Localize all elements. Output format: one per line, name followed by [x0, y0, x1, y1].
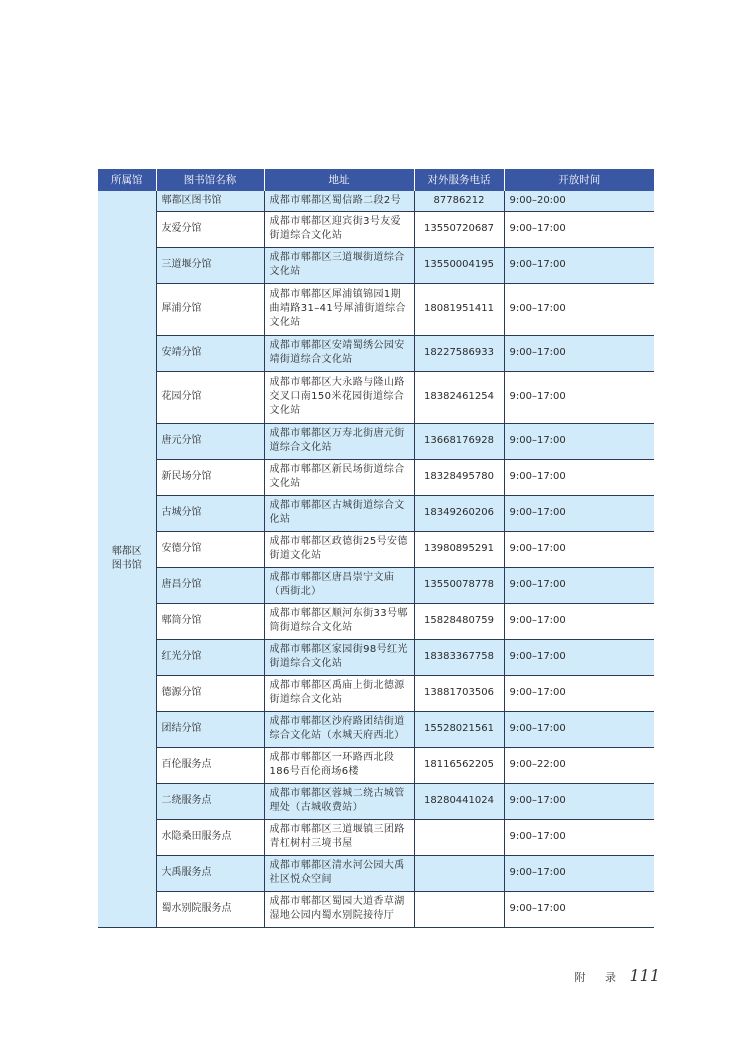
table-row [98, 247, 654, 283]
library-name-cell: 古城分馆 [156, 495, 264, 531]
phone-cell: 18349260206 [414, 495, 504, 531]
hours-cell: 9:00–20:00 [504, 191, 654, 211]
library-name-cell: 唐昌分馆 [156, 567, 264, 603]
affiliation-cell [98, 191, 156, 927]
phone-cell: 18227586933 [414, 335, 504, 371]
table-row [98, 459, 654, 495]
phone-cell: 87786212 [414, 191, 504, 211]
library-name-cell: 大禹服务点 [156, 855, 264, 891]
address-cell: 成都市郫都区新民场街道综合文化站 [264, 459, 414, 495]
phone-cell [414, 819, 504, 855]
address-cell: 成都市郫都区政德街25号安德街道文化站 [264, 531, 414, 567]
phone-cell: 13550004195 [414, 247, 504, 283]
hours-cell: 9:00–17:00 [504, 567, 654, 603]
phone-cell: 15528021561 [414, 711, 504, 747]
phone-cell: 18081951411 [414, 283, 504, 335]
affiliation-line: 图书馆 [111, 559, 142, 571]
table-row [98, 783, 654, 819]
hours-cell: 9:00–17:00 [504, 495, 654, 531]
library-name-cell: 红光分馆 [156, 639, 264, 675]
hours-cell: 9:00–22:00 [504, 747, 654, 783]
table-row [98, 211, 654, 247]
library-name-cell: 水隐桑田服务点 [156, 819, 264, 855]
hours-cell: 9:00–17:00 [504, 675, 654, 711]
table-row [98, 747, 654, 783]
hours-cell: 9:00–17:00 [504, 247, 654, 283]
hours-cell: 9:00–17:00 [504, 603, 654, 639]
library-name-cell: 新民场分馆 [156, 459, 264, 495]
address-cell: 成都市郫都区家园街98号红光街道综合文化站 [264, 639, 414, 675]
table-row [98, 639, 654, 675]
address-cell: 成都市郫都区唐昌崇宁文庙（西街北） [264, 567, 414, 603]
table-row [98, 711, 654, 747]
address-cell: 成都市郫都区古城街道综合文化站 [264, 495, 414, 531]
address-cell: 成都市郫都区蜀园大道香草湖湿地公园内蜀水别院接待厅 [264, 891, 414, 927]
phone-cell [414, 891, 504, 927]
library-name-cell: 安德分馆 [156, 531, 264, 567]
address-cell: 成都市郫都区禹庙上街北德源街道综合文化站 [264, 675, 414, 711]
library-name-cell: 德源分馆 [156, 675, 264, 711]
library-name-cell: 团结分馆 [156, 711, 264, 747]
table-row [98, 495, 654, 531]
hours-cell: 9:00–17:00 [504, 783, 654, 819]
hours-cell: 9:00–17:00 [504, 819, 654, 855]
hours-cell: 9:00–17:00 [504, 639, 654, 675]
phone-cell: 18383367758 [414, 639, 504, 675]
phone-cell: 18382461254 [414, 371, 504, 423]
library-name-cell: 三道堰分馆 [156, 247, 264, 283]
header-library-name: 图书馆名称 [156, 169, 264, 191]
hours-cell: 9:00–17:00 [504, 335, 654, 371]
table-header-row [98, 169, 654, 191]
library-name-cell: 蜀水别院服务点 [156, 891, 264, 927]
hours-cell: 9:00–17:00 [504, 855, 654, 891]
library-name-cell: 郫都区图书馆 [156, 191, 264, 211]
address-cell: 成都市郫都区三道堰镇三团路青杠树村三境书屋 [264, 819, 414, 855]
address-cell: 成都市郫都区大永路与隆山路交叉口南150米花园街道综合文化站 [264, 371, 414, 423]
library-name-cell: 友爱分馆 [156, 211, 264, 247]
phone-cell: 18280441024 [414, 783, 504, 819]
address-cell: 成都市郫都区沙府路团结街道综合文化站（水城天府西北） [264, 711, 414, 747]
address-cell: 成都市郫都区顺河东街33号郫筒街道综合文化站 [264, 603, 414, 639]
library-name-cell: 安靖分馆 [156, 335, 264, 371]
hours-cell: 9:00–17:00 [504, 459, 654, 495]
table-row [98, 283, 654, 335]
hours-cell: 9:00–17:00 [504, 371, 654, 423]
library-name-cell: 二绕服务点 [156, 783, 264, 819]
hours-cell: 9:00–17:00 [504, 211, 654, 247]
table-row [98, 675, 654, 711]
library-name-cell: 郫筒分馆 [156, 603, 264, 639]
phone-cell: 18116562205 [414, 747, 504, 783]
table-row [98, 531, 654, 567]
library-name-cell: 犀浦分馆 [156, 283, 264, 335]
phone-cell: 13550720687 [414, 211, 504, 247]
header-address: 地址 [264, 169, 414, 191]
page-number: 111 [629, 966, 660, 985]
table-row [98, 819, 654, 855]
address-cell: 成都市郫都区万寿北街唐元街道综合文化站 [264, 423, 414, 459]
address-cell: 成都市郫都区三道堰街道综合文化站 [264, 247, 414, 283]
phone-cell [414, 855, 504, 891]
phone-cell: 13980895291 [414, 531, 504, 567]
phone-cell: 13881703506 [414, 675, 504, 711]
page-footer [574, 966, 660, 985]
library-table [98, 169, 654, 928]
library-name-cell: 花园分馆 [156, 371, 264, 423]
header-phone: 对外服务电话 [414, 169, 504, 191]
table-row [98, 855, 654, 891]
hours-cell: 9:00–17:00 [504, 423, 654, 459]
address-cell: 成都市郫都区一环路西北段186号百伦商场6楼 [264, 747, 414, 783]
table-row [98, 567, 654, 603]
hours-cell: 9:00–17:00 [504, 283, 654, 335]
table-row [98, 335, 654, 371]
address-cell: 成都市郫都区安靖蜀绣公园安靖街道综合文化站 [264, 335, 414, 371]
table-row [98, 191, 654, 211]
address-cell: 成都市郫都区蓉城二绕古城管理处（古城收费站） [264, 783, 414, 819]
phone-cell: 18328495780 [414, 459, 504, 495]
table-row [98, 891, 654, 927]
table-row [98, 603, 654, 639]
phone-cell: 13550078778 [414, 567, 504, 603]
header-hours: 开放时间 [504, 169, 654, 191]
address-cell: 成都市郫都区蜀信路二段2号 [264, 191, 414, 211]
header-affiliation: 所属馆 [98, 169, 156, 191]
hours-cell: 9:00–17:00 [504, 711, 654, 747]
footer-label: 附 录 [574, 971, 624, 984]
library-name-cell: 百伦服务点 [156, 747, 264, 783]
affiliation-line: 郫都区 [111, 545, 142, 557]
table-row [98, 371, 654, 423]
phone-cell: 13668176928 [414, 423, 504, 459]
address-cell: 成都市郫都区犀浦镇锦园1期曲靖路31–41号犀浦街道综合文化站 [264, 283, 414, 335]
library-name-cell: 唐元分馆 [156, 423, 264, 459]
hours-cell: 9:00–17:00 [504, 531, 654, 567]
address-cell: 成都市郫都区清水河公园大禹社区悦众空间 [264, 855, 414, 891]
table-row [98, 423, 654, 459]
hours-cell: 9:00–17:00 [504, 891, 654, 927]
phone-cell: 15828480759 [414, 603, 504, 639]
address-cell: 成都市郫都区迎宾街3号友爱街道综合文化站 [264, 211, 414, 247]
